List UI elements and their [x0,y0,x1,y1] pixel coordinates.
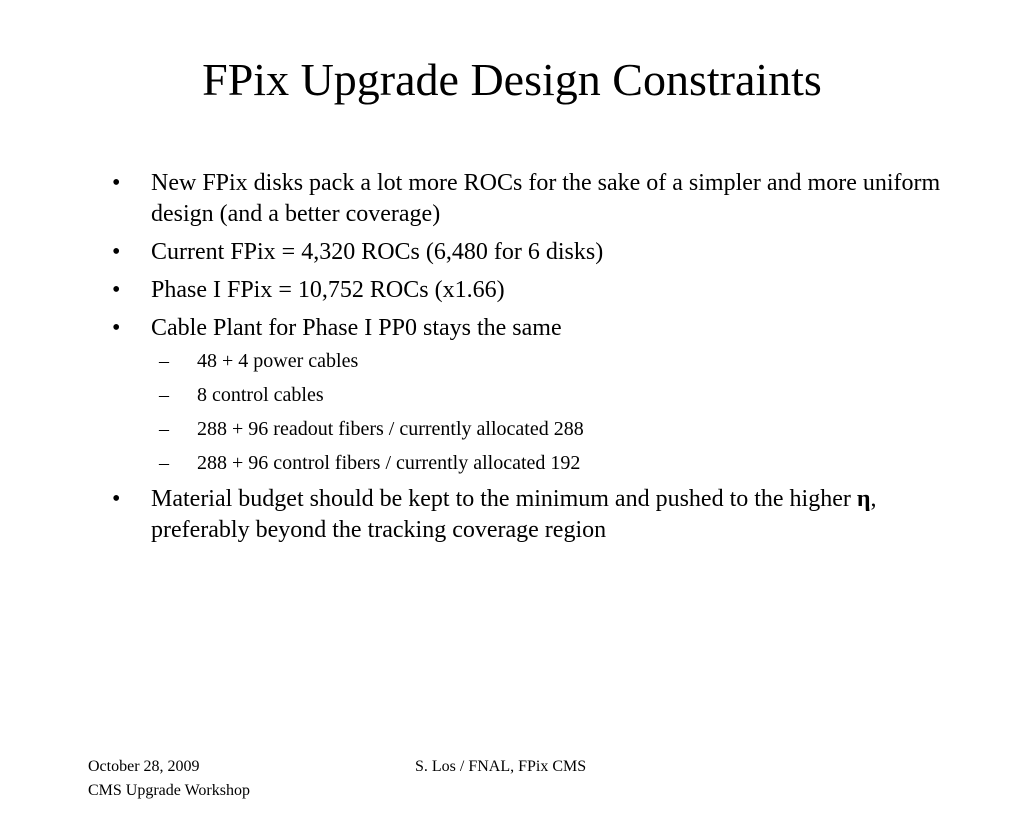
bullet-item [112,168,942,230]
slide-title: FPix Upgrade Design Constraints [202,54,822,105]
footer-author: S. Los / FNAL, FPix CMS [415,758,587,775]
bullet-item [112,484,942,546]
sub-bullet-item [112,450,942,476]
bullet-item [112,275,942,306]
bullet-text: Phase I FPix = 10,752 ROCs (x1.66) [151,277,505,303]
sub-bullet-text: 8 control cables [197,384,324,406]
bullet-item [112,313,942,344]
bullet-marker: • [112,315,121,341]
bullet-marker: • [112,239,121,265]
bullet-text: Current FPix = 4,320 ROCs (6,480 for 6 disks) [151,239,604,265]
bullet-text-after: , preferably beyond the tracking coverage region [151,486,877,543]
bullet-list [112,168,942,553]
sub-bullet-marker: – [159,418,169,440]
bullet-item [112,237,942,268]
sub-bullet-list [112,348,942,476]
sub-bullet-item [112,348,942,374]
bullet-marker: • [112,170,121,196]
sub-bullet-item [112,416,942,442]
bullet-text-before: Material budget should be kept to the minimum and pushed to the higher [151,486,857,512]
sub-bullet-marker: – [159,350,169,372]
sub-bullet-marker: – [159,384,169,406]
sub-bullet-text: 288 + 96 readout fibers / currently allocated 288 [197,418,584,440]
footer-date: October 28, 2009 [88,758,200,775]
eta-symbol: η [856,486,871,512]
sub-bullet-text: 48 + 4 power cables [197,350,359,372]
footer-left [88,755,250,803]
footer-event: CMS Upgrade Workshop [88,782,250,799]
sub-bullet-text: 288 + 96 control fibers / currently allocated 192 [197,452,581,474]
sub-bullet-item [112,382,942,408]
bullet-text: New FPix disks pack a lot more ROCs for the sake of a simpler and more uniform design (and a better coverage) [151,170,941,227]
bullet-marker: • [112,486,121,512]
bullet-text: Cable Plant for Phase I PP0 stays the same [151,315,562,341]
sub-bullet-marker: – [159,452,169,474]
bullet-marker: • [112,277,121,303]
